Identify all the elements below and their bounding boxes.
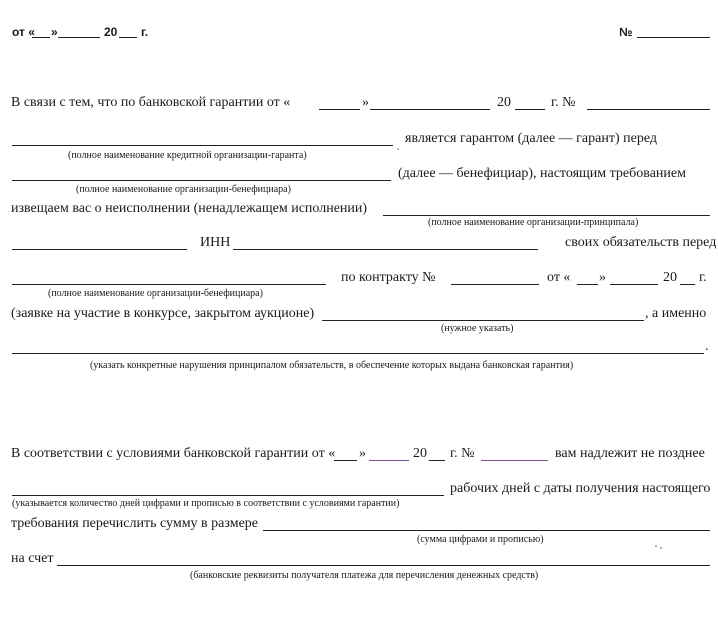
p1-line4-text: извещаем вас о неисполнении (ненадлежащем исполнении) bbox=[11, 201, 368, 216]
p1-contract-month-underline bbox=[610, 284, 658, 285]
p1-line1-number-sign: г. № bbox=[551, 95, 576, 110]
p1-beneficiary2-underline bbox=[12, 284, 326, 285]
p1-contract-year: 20 bbox=[663, 270, 677, 285]
p1-line2-text: является гарантом (далее — гарант) перед bbox=[405, 131, 657, 146]
p2-amount-underline bbox=[263, 530, 710, 531]
p2-line2-caption: (указывается количество дней цифрами и прописью в соответствии с условиями гарантии) bbox=[12, 498, 400, 509]
p1-inn-label: ИНН bbox=[200, 235, 231, 250]
p1-principal-name-underline bbox=[12, 249, 187, 250]
p2-line3-text: требования перечислить сумму в размере bbox=[11, 516, 258, 531]
scan-speck bbox=[660, 547, 662, 549]
p1-contract-date-from: от « bbox=[547, 270, 571, 285]
header-year-underline bbox=[119, 37, 137, 38]
p1-contract-day-underline bbox=[577, 284, 598, 285]
p1-violations-underline bbox=[12, 353, 704, 354]
header-quote: » bbox=[51, 25, 58, 39]
p1-line2-caption: (полное наименование кредитной организации-гаранта) bbox=[68, 150, 307, 161]
p1-line6-caption: (полное наименование организации-бенефициара) bbox=[48, 288, 263, 299]
p2-line1-quote: » bbox=[359, 446, 366, 461]
p1-line1-year-underline bbox=[515, 109, 545, 110]
p2-days-underline bbox=[12, 495, 444, 496]
p1-line1-month-underline bbox=[370, 109, 490, 110]
p2-line1-text: В соответствии с условиями банковской гарантии от « bbox=[11, 446, 336, 461]
p2-line1-day-underline bbox=[334, 460, 357, 461]
p1-line1-day-underline bbox=[319, 109, 360, 110]
p1-contract-year-suffix: г. bbox=[699, 270, 707, 285]
p1-contract-quote: » bbox=[599, 270, 606, 285]
p2-line2-text: рабочих дней с даты получения настоящего bbox=[450, 481, 711, 496]
p2-line1-tail: вам надлежит не позднее bbox=[555, 446, 705, 461]
header-date-from: от « bbox=[12, 25, 35, 39]
p2-line3-caption: (сумма цифрами и прописью) bbox=[417, 534, 544, 545]
p2-line1-number-underline bbox=[481, 460, 548, 461]
p1-line8-period: . bbox=[705, 339, 709, 354]
p2-line4-caption: (банковские реквизиты получателя платежа для перечисления денежных средств) bbox=[190, 570, 539, 581]
p1-contract-label: по контракту № bbox=[341, 270, 436, 285]
p1-contract-number-underline bbox=[451, 284, 539, 285]
p1-line1-year: 20 bbox=[497, 95, 511, 110]
p2-line4-text: на счет bbox=[11, 551, 54, 566]
header-year-prefix: 20 bbox=[104, 25, 118, 39]
p1-line7-caption: (нужное указать) bbox=[441, 323, 514, 334]
p2-line1-year-underline bbox=[429, 460, 445, 461]
header-number-underline bbox=[637, 37, 710, 38]
p1-line7-text: (заявке на участие в конкурсе, закрытом аукционе) bbox=[11, 306, 315, 321]
p2-line1-month-underline bbox=[369, 460, 409, 461]
p1-principal-underline bbox=[383, 215, 710, 216]
header-day-underline bbox=[32, 37, 50, 38]
p1-line1-quote: » bbox=[362, 95, 369, 110]
p1-line1-number-underline bbox=[587, 109, 710, 110]
p1-contract-year-underline bbox=[680, 284, 695, 285]
scan-speck bbox=[397, 148, 399, 150]
p1-inn-underline bbox=[233, 249, 538, 250]
p1-line5-text: своих обязательств перед bbox=[565, 235, 717, 250]
p2-line1-year: 20 bbox=[413, 446, 427, 461]
p1-line3-text: (далее — бенефициар), настоящим требованием bbox=[398, 166, 686, 181]
p1-beneficiary-underline bbox=[12, 180, 391, 181]
header-year-suffix: г. bbox=[141, 25, 149, 39]
p2-account-underline bbox=[57, 565, 710, 566]
header-month-underline bbox=[58, 37, 100, 38]
p1-line1-text: В связи с тем, что по банковской гарантии от « bbox=[11, 95, 291, 110]
p2-line1-number-sign: г. № bbox=[450, 446, 475, 461]
p1-choice-underline bbox=[322, 320, 644, 321]
p1-line4-caption: (полное наименование организации-принципала) bbox=[428, 217, 639, 228]
p1-line8-caption: (указать конкретные нарушения принципалом обязательств, в обеспечение которых выдана банковская гарантия) bbox=[90, 360, 574, 371]
p1-guarantor-underline bbox=[12, 145, 393, 146]
scan-speck bbox=[655, 545, 657, 547]
p1-line7-tail: , а именно bbox=[645, 306, 707, 321]
header-number-sign: № bbox=[619, 25, 633, 39]
p1-line3-caption: (полное наименование организации-бенефициара) bbox=[76, 184, 291, 195]
